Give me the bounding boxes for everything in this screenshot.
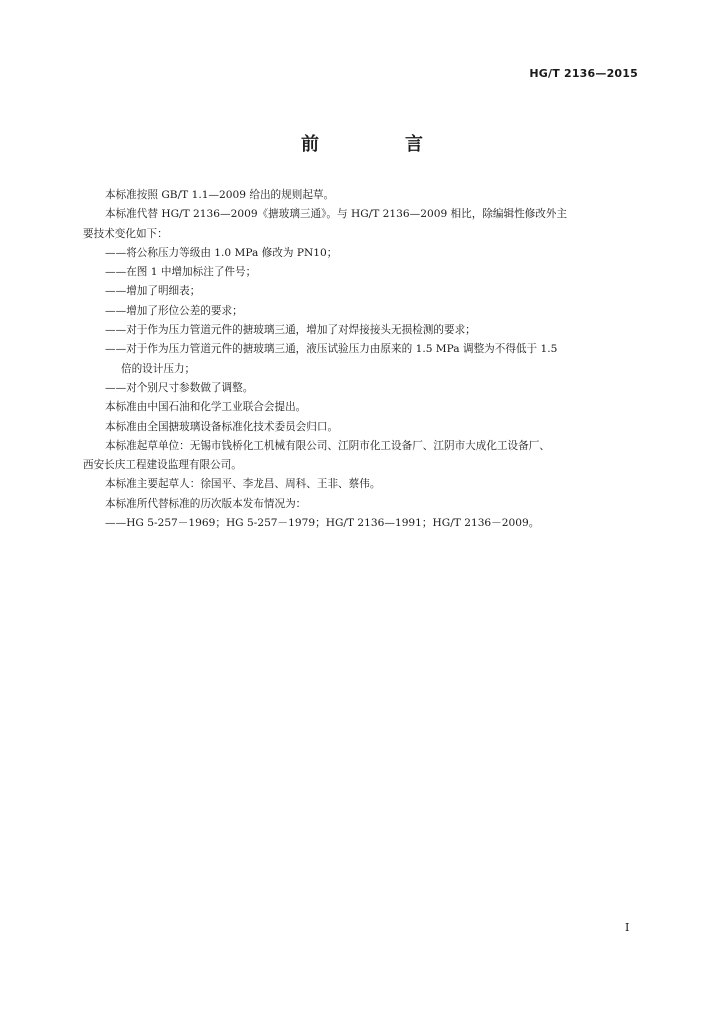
paragraph-drafting-rules: 本标准按照 GB/T 1.1—2009 给出的规则起草。: [105, 189, 335, 201]
paragraph-administered-by: 本标准由全国搪玻璃设备标准化技术委员会归口。: [105, 420, 339, 433]
change-item: ——在图 1 中增加标注了件号；: [105, 266, 257, 279]
paragraph-drafting-units: 本标准起草单位：无锡市钱桥化工机械有限公司、江阴市化工设备厂、江阴市大成化工设备厂、: [105, 439, 550, 452]
change-item-continued: 倍的设计压力；: [121, 362, 196, 375]
change-item: ——增加了形位公差的要求；: [105, 304, 243, 317]
edition-history: ——HG 5-257－1969；HG 5-257－1979；HG/T 2136—1991；HG/T 2136－2009。: [105, 517, 540, 530]
page-number: I: [625, 921, 630, 934]
paragraph-replaces-continued: 要技术变化如下：: [83, 227, 168, 240]
change-item: ——对于作为压力管道元件的搪玻璃三通，增加了对焊接接头无损检测的要求；: [105, 324, 476, 337]
change-item: ——将公称压力等级由 1.0 MPa 修改为 PN10；: [105, 246, 338, 259]
paragraph-proposed-by: 本标准由中国石油和化学工业联合会提出。: [105, 401, 307, 414]
page-title: 前 言: [301, 134, 457, 155]
paragraph-drafting-units-continued: 西安长庆工程建设监理有限公司。: [83, 459, 242, 472]
change-item: ——对个别尺寸参数做了调整。: [105, 381, 254, 394]
standard-code: HG/T 2136—2015: [529, 67, 638, 80]
change-item: ——增加了明细表；: [105, 285, 201, 298]
paragraph-previous-editions: 本标准所代替标准的历次版本发布情况为：: [105, 497, 307, 510]
paragraph-replaces: 本标准代替 HG/T 2136—2009《搪玻璃三通》。与 HG/T 2136—2009 相比，除编辑性修改外主: [105, 208, 568, 221]
change-item: ——对于作为压力管道元件的搪玻璃三通，液压试验压力由原来的 1.5 MPa 调整为不得低于 1.5: [105, 343, 558, 356]
foreword-body: [83, 186, 643, 533]
paragraph-drafters: 本标准主要起草人：徐国平、李龙昌、周科、王非、蔡伟。: [105, 478, 381, 491]
